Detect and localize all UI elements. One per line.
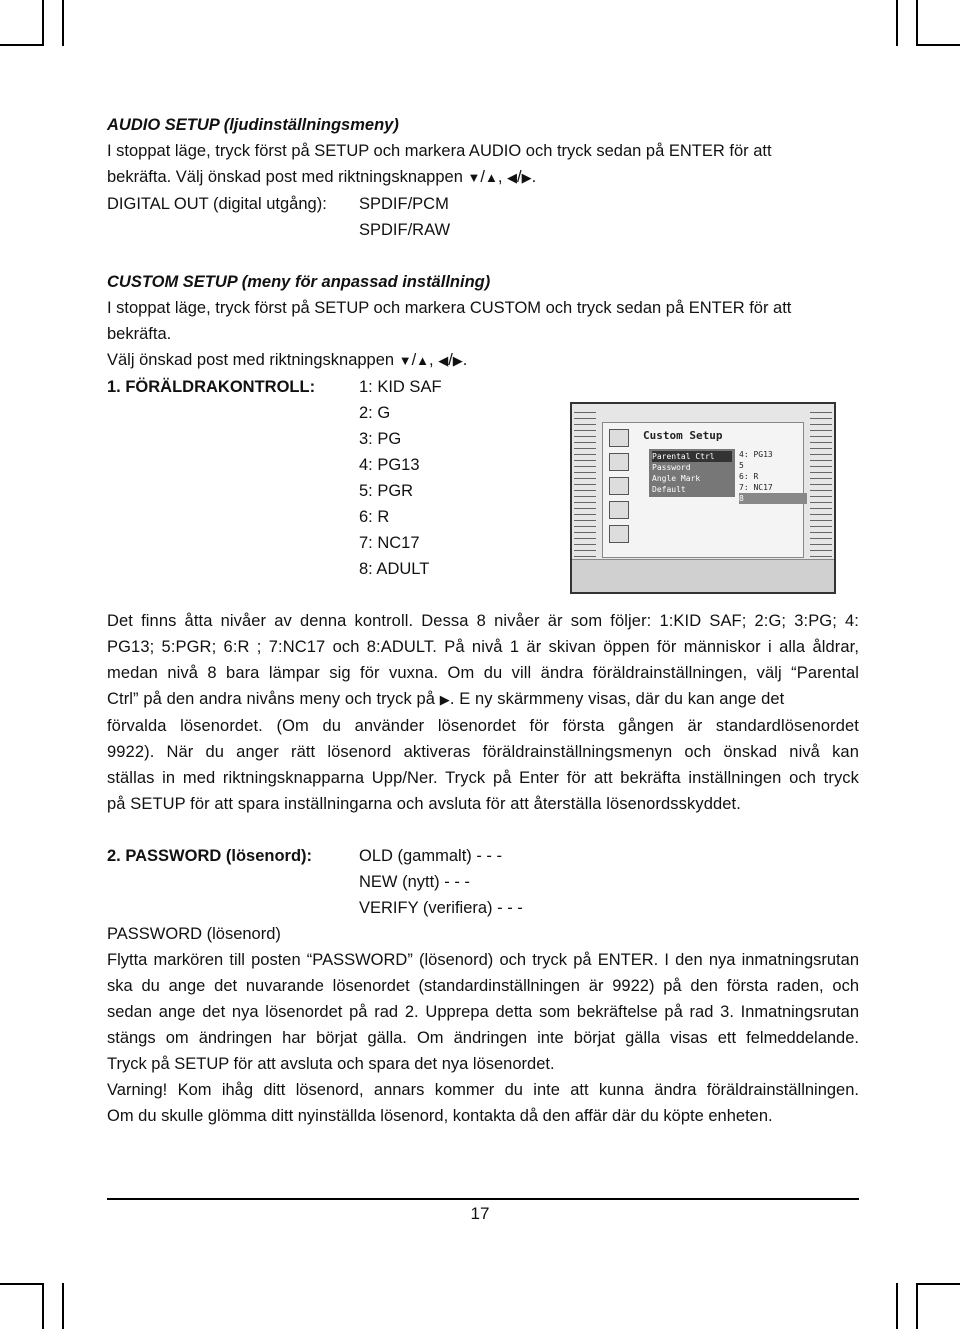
up-arrow-icon: ▲ — [484, 170, 498, 185]
level-item: 8: ADULT — [359, 560, 430, 578]
osd-option: 8 — [739, 493, 807, 504]
osd-menu — [649, 449, 735, 497]
custom-line-2: bekräfta. — [107, 325, 172, 343]
monitor-icon — [609, 453, 629, 471]
parental-row: 1. FÖRÄLDRAKONTROLL: 1: KID SAF — [107, 378, 442, 396]
osd-menu-item: Parental Ctrl — [652, 451, 732, 462]
level-item: 5: PGR — [359, 482, 414, 500]
level-item: 3: PG — [359, 430, 402, 448]
audio-line-2: bekräfta. Välj önskad post med riktningsknappen ▼/▲, ◀/▶. — [107, 168, 537, 186]
audio-line-1: I stoppat läge, tryck först på SETUP och markera AUDIO och tryck sedan på ENTER för att — [107, 142, 772, 160]
custom-line-1: I stoppat läge, tryck först på SETUP och markera CUSTOM och tryck sedan på ENTER för att — [107, 299, 792, 317]
level-item: 4: PG13 — [359, 456, 420, 474]
custom-heading: CUSTOM SETUP (meny för anpassad inställning) — [107, 273, 491, 291]
footer-rule — [107, 1198, 859, 1200]
right-arrow-icon: ▶ — [452, 353, 463, 368]
password-option: VERIFY (verifiera) - - - — [359, 899, 523, 917]
level-item: 7: NC17 — [359, 534, 420, 552]
osd-stripes — [810, 412, 832, 558]
osd-option: 5 — [739, 461, 744, 470]
right-arrow-icon: ▶ — [439, 692, 450, 707]
password-paragraph: Flytta markören till posten “PASSWORD” (lösenord) och tryck på ENTER. I den nya inmatningsrutan ska du ange det nuvarande lösenordet (standardinställningen är 9922) på den första raden, och sedan ange det nya lösenordet på rad 2. Upprepa detta som bekräftelse på rad 3. Inmatningsrutan stängs om ändringen har börjat gälla. Om ändringen inte börjat gälla visas ett felmeddelande. Tryck på SETUP för att avsluta och spara det nya lösenordet. Varning! Kom ihåg ditt lösenord, annars kommer du inte att kunna ändra föräldrainställningen. Om du skulle glömma ditt nyinställda lösenord, kontakta då den affär där du köpte enheten. — [107, 951, 859, 1125]
osd-screenshot — [570, 402, 836, 594]
digital-out-row: DIGITAL OUT (digital utgång):SPDIF/PCM — [107, 195, 449, 213]
custom-line-3: Välj önskad post med riktningsknappen ▼/▲, ◀/▶. — [107, 351, 468, 369]
osd-options — [739, 449, 807, 504]
speech-icon — [609, 429, 629, 447]
osd-title: Custom Setup — [643, 429, 723, 442]
osd-panel — [602, 422, 804, 558]
osd-icon-column — [609, 429, 633, 549]
osd-stripes — [574, 412, 596, 558]
speaker-icon — [609, 477, 629, 495]
exit-icon — [609, 525, 629, 543]
tools-icon — [609, 501, 629, 519]
page-number: 17 — [470, 1204, 490, 1223]
up-arrow-icon: ▲ — [416, 353, 430, 368]
audio-heading: AUDIO SETUP (ljudinställningsmeny) — [107, 116, 399, 134]
osd-option: 7: NC17 — [739, 483, 773, 492]
password-subheading: PASSWORD (lösenord) — [107, 925, 281, 943]
osd-menu-item: Angle Mark — [652, 474, 701, 483]
osd-option: 6: R — [739, 472, 759, 481]
password-row: 2. PASSWORD (lösenord): OLD (gammalt) - - - — [107, 847, 503, 865]
level-item: 2: G — [359, 404, 391, 422]
osd-menu-item: Password — [652, 463, 691, 472]
page-body — [107, 112, 859, 1129]
left-arrow-icon: ◀ — [438, 353, 449, 368]
level-item: 6: R — [359, 508, 390, 526]
osd-option: 4: PG13 — [739, 450, 773, 459]
osd-menu-item: Default — [652, 485, 686, 494]
digital-out-option-2: SPDIF/RAW — [359, 221, 451, 239]
down-arrow-icon: ▼ — [467, 170, 481, 185]
right-arrow-icon: ▶ — [521, 170, 532, 185]
left-arrow-icon: ◀ — [506, 170, 517, 185]
down-arrow-icon: ▼ — [398, 353, 412, 368]
password-option: NEW (nytt) - - - — [359, 873, 470, 891]
parental-paragraph: Det finns åtta nivåer av denna kontroll. Dessa 8 nivåer är som följer: 1:KID SAF; 2:G; 3:PG; 4: PG13; 5:PGR; 6:R ; 7:NC17 och 8:ADULT. På nivå 1 är skivan öppen för människor i alla åldrar, medan nivå 8 bara lämpar sig för vuxna. Om du vill ändra föräldrainställningen, välj “Parental Ctrl” på den andra nivåns meny och tryck på ▶. E ny skärmmeny visas, där du kan ange det förvalda lösenordet. (Om du använder lösenordet för första gången är standardlösenordet 9922). När du anger rätt lösenord aktiveras föräldrainställningsmenyn och önskad nivå kan ställas in med riktningsknapparna Upp/Ner. Tryck på Enter för att bekräfta inställningen och tryck på SETUP för att spara inställningarna och avsluta för att återställa lösenordsskyddet. — [107, 612, 859, 813]
osd-footer — [572, 559, 834, 592]
